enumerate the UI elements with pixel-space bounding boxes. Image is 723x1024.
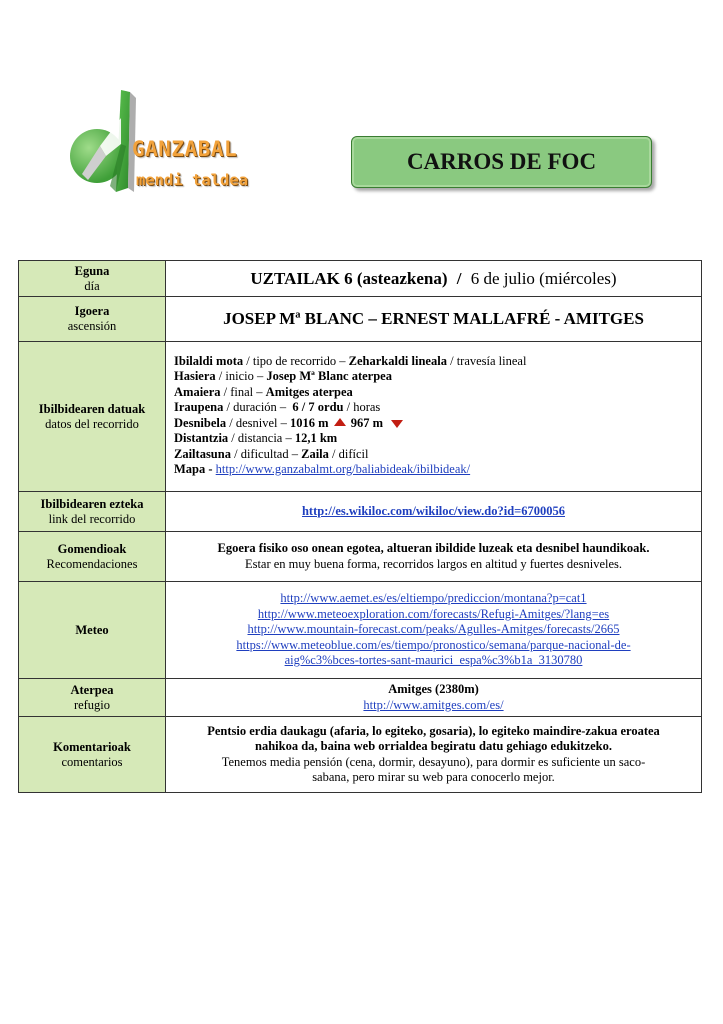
value-cell-date bbox=[166, 261, 702, 297]
label-es: ascensión bbox=[67, 319, 117, 333]
refuge-name: Amitges (2380m) bbox=[388, 682, 479, 696]
ascent-route-value: JOSEP Mª BLANC – ERNEST MALLAFRÉ - AMITGES bbox=[166, 297, 702, 342]
comments-eu-line-1: Pentsio erdia daukagu (afaria, lo egiteko, gosaria), lo egiteko maindire-zakua eroatea bbox=[207, 723, 660, 738]
route-difficulty-line: Zailtasuna / dificultad – Zaila / difícil bbox=[174, 446, 369, 461]
table-row-recommendations bbox=[19, 532, 702, 582]
table-row-date bbox=[19, 261, 702, 297]
route-elevation-line: Desnibela / desnivel – 1016 m 967 m bbox=[174, 416, 701, 432]
label-cell-date bbox=[19, 261, 166, 297]
label-es: datos del recorrido bbox=[45, 416, 139, 431]
meteo-link-aemet[interactable]: http://www.aemet.es/es/eltiempo/prediccion/montana?p=cat1 bbox=[280, 591, 587, 606]
map-link[interactable]: http://www.ganzabalmt.org/baliabideak/ibilbideak/ bbox=[215, 462, 471, 476]
comments-es-line-2: sabana, pero mirar su web para conocerlo mejor. bbox=[312, 770, 555, 784]
arrow-up-icon bbox=[334, 418, 346, 426]
value-cell-meteo bbox=[166, 582, 702, 679]
label-cell-comments bbox=[19, 717, 166, 793]
route-data-list bbox=[166, 342, 702, 492]
logo-subtitle-text: mendi taldea bbox=[136, 171, 248, 189]
meteo-link-meteoexploration[interactable]: http://www.meteoexploration.com/forecasts/Refugi-Amitges/?lang=es bbox=[257, 606, 610, 621]
value-cell-refuge bbox=[166, 679, 702, 717]
label-eu: Komentarioak bbox=[53, 739, 131, 754]
label-cell-route-data bbox=[19, 342, 166, 492]
comments-es-line-1: Tenemos media pensión (cena, dormir, desayuno), para dormir es suficiente un saco- bbox=[221, 754, 646, 769]
recommend-text-es: Estar en muy buena forma, recorridos largos en altitud y fuertes desniveles. bbox=[244, 556, 623, 571]
refuge-link[interactable]: http://www.amitges.com/es/ bbox=[363, 697, 504, 712]
wikiloc-link[interactable]: http://es.wikiloc.com/wikiloc/view.do?id=6700056 bbox=[301, 503, 566, 518]
label-cell-recommendations bbox=[19, 532, 166, 582]
route-info-table bbox=[18, 260, 702, 793]
label-es: Recomendaciones bbox=[46, 556, 138, 571]
date-es: 6 de julio (miércoles) bbox=[470, 268, 617, 288]
value-cell-comments bbox=[166, 717, 702, 793]
label-eu: Ibilbidearen datuak bbox=[38, 401, 146, 416]
label-cell-link bbox=[19, 492, 166, 532]
label-eu: Meteo bbox=[75, 622, 109, 637]
table-row-ascent bbox=[19, 297, 702, 342]
value-cell-recommendations bbox=[166, 532, 702, 582]
value-cell-link bbox=[166, 492, 702, 532]
route-start-line: Hasiera / inicio – Josep Mª Blanc aterpea bbox=[174, 369, 392, 383]
date-separator: / bbox=[456, 268, 462, 288]
meteo-link-meteoblue-cont[interactable]: aig%c3%bces-tortes-sant-maurici_espa%c3%b1a_3130780 bbox=[284, 653, 583, 668]
label-es: refugio bbox=[73, 697, 111, 712]
label-eu: Ibilbidearen ezteka bbox=[40, 496, 144, 511]
route-end-line: Amaiera / final – Amitges aterpea bbox=[174, 384, 353, 399]
label-es: comentarios bbox=[61, 754, 123, 769]
label-eu: Igoera bbox=[74, 304, 110, 318]
date-eu: UZTAILAK 6 (asteazkena) bbox=[250, 268, 448, 288]
meteo-link-mountain-forecast[interactable]: http://www.mountain-forecast.com/peaks/Agulles-Amitges/forecasts/2665 bbox=[247, 622, 620, 637]
label-cell-ascent bbox=[19, 297, 166, 342]
label-cell-refuge bbox=[19, 679, 166, 717]
arrow-down-icon bbox=[391, 420, 403, 428]
route-distance-line: Distantzia / distancia – 12,1 km bbox=[174, 431, 338, 445]
ganzabal-logo bbox=[64, 88, 264, 213]
label-cell-meteo bbox=[19, 582, 166, 679]
comments-eu-line-2: nahikoa da, baina web orrialdea begiratu datu gehiago edukitzeko. bbox=[255, 739, 612, 753]
table-row-route-data bbox=[19, 342, 702, 492]
route-map-line: Mapa - http://www.ganzabalmt.org/baliabideak/ibilbideak/ bbox=[174, 462, 471, 476]
label-es: link del recorrido bbox=[48, 511, 136, 526]
route-type-line: Ibilaldi mota / tipo de recorrido – Zeharkaldi lineala / travesía lineal bbox=[174, 353, 527, 368]
route-duration-line: Iraupena / duración – 6 / 7 ordu / horas bbox=[174, 400, 381, 414]
table-row-refuge bbox=[19, 679, 702, 717]
logo-brand-text: GANZABAL bbox=[132, 137, 238, 161]
label-es: día bbox=[84, 278, 100, 293]
label-eu: Eguna bbox=[74, 263, 110, 278]
page-title: CARROS DE FOC bbox=[351, 136, 652, 188]
recommend-text-eu: Egoera fisiko oso onean egotea, altueran ibildide luzeak eta desnibel haundikoak. bbox=[217, 541, 650, 555]
table-row-meteo bbox=[19, 582, 702, 679]
meteo-link-meteoblue[interactable]: https://www.meteoblue.com/es/tiempo/pronostico/semana/parque-nacional-de- bbox=[236, 637, 631, 652]
table-row-comments bbox=[19, 717, 702, 793]
label-eu: Gomendioak bbox=[57, 541, 127, 556]
table-row-link bbox=[19, 492, 702, 532]
label-eu: Aterpea bbox=[70, 682, 114, 697]
